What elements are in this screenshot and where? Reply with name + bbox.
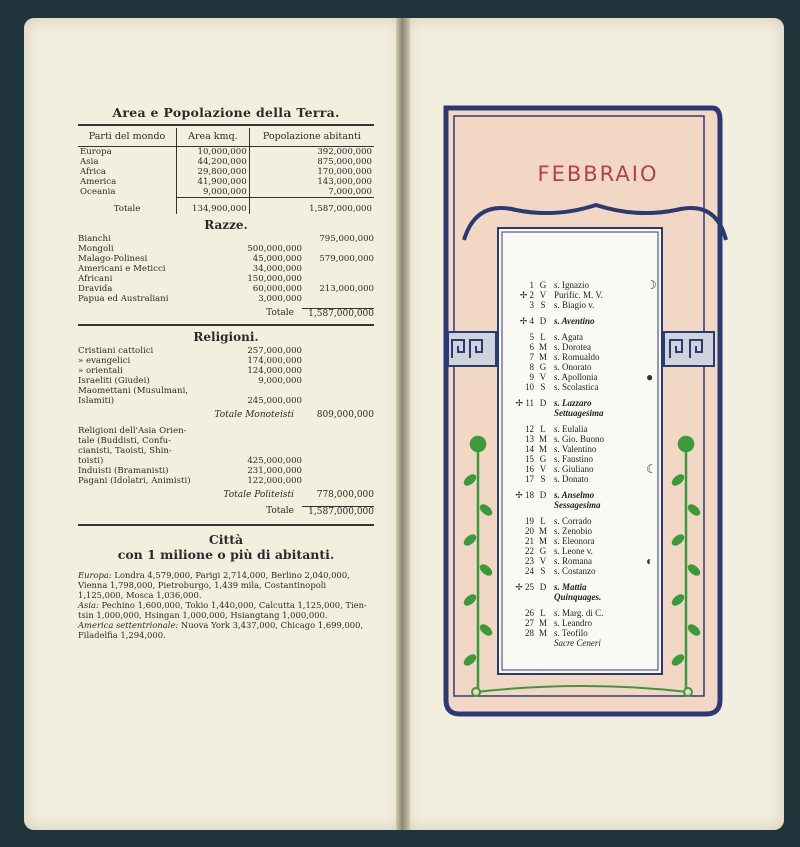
list-item: [78, 274, 374, 284]
item-total: [302, 476, 374, 486]
saint-name: s. Teofilo: [554, 628, 588, 638]
book-spine: [396, 18, 410, 830]
europa-text: Londra 4,579,000, Parigi 2,714,000, Berlino 2,040,000, Vienna 1,798,000, Pietroburgo, 1,439 mila, Costantinopoli 1,125,000, Mosca 1,036,000.: [78, 570, 350, 600]
weekday-letter: D: [539, 316, 547, 326]
moon-phase-icon: ☽: [646, 278, 657, 292]
list-item: [78, 446, 374, 456]
saint-name: s. Zenobio: [554, 526, 592, 536]
weekday-letter: L: [540, 332, 546, 342]
item-label: Pagani (Idolatri, Animisti): [78, 476, 191, 486]
list-item: [78, 244, 374, 254]
item-label: toisti): [78, 456, 104, 466]
col-parti: Parti del mondo: [78, 128, 177, 147]
day-row: [506, 382, 696, 392]
item-total: 213,000,000: [319, 284, 374, 294]
day-row: [506, 434, 696, 444]
saint-name: s. Valentino: [554, 444, 597, 454]
weekday-letter: L: [540, 516, 546, 526]
item-label: Israeliti (Giudei): [78, 376, 150, 386]
day-number: 28: [525, 628, 534, 638]
row-area: 29,800,000: [177, 167, 250, 177]
religioni-title: Religioni.: [193, 330, 259, 344]
list-item: [78, 366, 374, 376]
saint-name: s. Donato: [554, 474, 589, 484]
america-label: America settentrionale:: [78, 620, 179, 630]
day-row: [506, 332, 696, 342]
weekday-letter: L: [540, 424, 546, 434]
col-popolazione: Popolazione abitanti: [249, 128, 374, 147]
item-label: Malago-Polinesi: [78, 254, 148, 264]
day-row: [506, 628, 696, 648]
item-label: cianisti, Taoisti, Shin-: [78, 446, 172, 456]
item-total: [302, 264, 374, 274]
saint-name: s. Lazzaro: [554, 398, 592, 408]
table-row: [78, 177, 374, 187]
item-label: » orientali: [78, 366, 123, 376]
saint-name: s. Faustino: [554, 454, 594, 464]
item-total: [302, 294, 374, 304]
item-total: [302, 446, 374, 456]
saint-name: s. Dorotea: [554, 342, 591, 352]
row-area: 44,200,000: [177, 157, 250, 167]
item-partial: [238, 386, 302, 396]
weekday-letter: V: [539, 556, 547, 566]
day-list: [506, 280, 696, 648]
table-row: [78, 167, 374, 177]
list-item: [78, 386, 374, 396]
day-number: 27: [525, 618, 534, 628]
item-partial: 34,000,000: [252, 264, 302, 274]
item-label: Religioni dell'Asia Orien-: [78, 426, 187, 436]
day-row: [506, 316, 696, 326]
weekday-letter: D: [539, 398, 547, 408]
weekday-letter: G: [539, 546, 547, 556]
asia-text: Pechino 1,600,000, Tokio 1,440,000, Calcutta 1,125,000, Tien-tsin 1,000,000, Hsingan 1,000,000, Hsiangtang 1,000,000.: [78, 600, 367, 620]
month-title: FEBBRAIO: [537, 162, 659, 186]
weekday-letter: V: [539, 290, 547, 300]
item-total: [302, 466, 374, 476]
day-row: [506, 516, 696, 526]
razze-total: 1,587,000,000: [302, 308, 374, 320]
saint-name: s. Romualdo: [554, 352, 600, 362]
weekday-letter: D: [539, 490, 547, 500]
item-label: Africani: [78, 274, 113, 284]
area-total-label: Totale: [113, 203, 141, 214]
item-total: [302, 426, 374, 436]
weekday-letter: M: [538, 628, 547, 638]
row-popolazione: 143,000,000: [249, 177, 374, 187]
weekday-letter: S: [540, 300, 546, 310]
day-row: [506, 300, 696, 310]
weekday-letter: L: [540, 608, 546, 618]
weekday-letter: M: [538, 342, 547, 352]
row-parte: Africa: [80, 167, 107, 177]
item-label: Islamiti): [78, 396, 115, 406]
item-partial: 9,000,000: [258, 376, 302, 386]
day-number: 6: [529, 342, 534, 352]
citta-subtitle: con 1 milione o più di abitanti.: [117, 547, 335, 562]
item-partial: 60,000,000: [252, 284, 302, 294]
item-total: 795,000,000: [319, 234, 374, 244]
day-number: 12: [525, 424, 534, 434]
saint-name: s. Leandro: [554, 618, 592, 628]
list-item: [78, 456, 374, 466]
item-total: [302, 386, 374, 396]
row-popolazione: 170,000,000: [249, 167, 374, 177]
day-number: 19: [525, 516, 534, 526]
item-partial: 45,000,000: [252, 254, 302, 264]
row-popolazione: 7,000,000: [249, 187, 374, 198]
saint-name: s. Costanzo: [554, 566, 596, 576]
saint-name: s. Apollonia: [554, 372, 598, 382]
day-row: [506, 582, 696, 602]
list-item: [78, 376, 374, 386]
list-item: [78, 476, 374, 486]
item-label: Maomettani (Musulmani,: [78, 386, 189, 396]
weekday-letter: M: [538, 618, 547, 628]
weekday-letter: G: [539, 454, 547, 464]
day-row: [506, 526, 696, 536]
day-number: ✢ 25: [515, 582, 534, 592]
asia-label: Asia:: [78, 600, 99, 610]
item-partial: 122,000,000: [247, 476, 302, 486]
moon-phase-icon: ◐: [646, 554, 654, 568]
item-total: [302, 356, 374, 366]
saint-name: s. Onorato: [554, 362, 592, 372]
item-partial: 245,000,000: [247, 396, 302, 406]
meander-band-left: [448, 332, 496, 366]
day-row: [506, 454, 696, 464]
saint-name: s. Gio. Buono: [554, 434, 605, 444]
weekday-letter: M: [538, 352, 547, 362]
day-number: 10: [525, 382, 534, 392]
item-label: tale (Buddisti, Confu-: [78, 436, 172, 446]
day-number: 23: [525, 556, 534, 566]
weekday-letter: S: [540, 474, 546, 484]
day-number: ✢ 2: [519, 290, 534, 300]
europa-label: Europa:: [78, 570, 112, 580]
item-total: [302, 456, 374, 466]
weekday-letter: S: [540, 382, 546, 392]
saint-name: s. Scolastica: [554, 382, 599, 392]
day-row: [506, 352, 696, 362]
grand-total-label: Totale: [266, 506, 294, 516]
mono-total: 809,000,000: [316, 410, 374, 420]
day-number: ✢ 4: [519, 316, 534, 326]
day-row: [506, 608, 696, 618]
row-parte: Oceania: [80, 187, 116, 198]
day-row: [506, 398, 696, 418]
list-item: [78, 284, 374, 294]
day-number: 22: [525, 546, 534, 556]
saint-name: s. Eulalia: [554, 424, 588, 434]
item-total: [302, 346, 374, 356]
day-row: [506, 556, 696, 566]
day-number: 5: [529, 332, 534, 342]
saint-name: s. Marg. di C.: [554, 608, 604, 618]
day-number: 3: [529, 300, 534, 310]
day-row: [506, 280, 696, 290]
liturgical-note: Sacre Ceneri: [554, 638, 601, 648]
item-partial: 257,000,000: [247, 346, 302, 356]
row-parte: Europa: [80, 147, 112, 157]
item-total: [302, 396, 374, 406]
day-number: 8: [529, 362, 534, 372]
day-row: [506, 566, 696, 576]
saint-name: s. Aventino: [554, 316, 595, 326]
calendar-frame: [436, 100, 760, 746]
weekday-letter: G: [539, 362, 547, 372]
item-total: 579,000,000: [319, 254, 374, 264]
cities-text: [78, 570, 374, 640]
item-partial: [238, 446, 302, 456]
item-label: Mongoli: [78, 244, 114, 254]
table-row: [78, 147, 374, 158]
item-total: [302, 436, 374, 446]
weekday-letter: V: [539, 372, 547, 382]
weekday-letter: M: [538, 526, 547, 536]
item-label: Dravida: [78, 284, 113, 294]
item-partial: 500,000,000: [247, 244, 302, 254]
day-row: [506, 474, 696, 484]
day-number: 24: [525, 566, 534, 576]
row-area: 9,000,000: [177, 187, 250, 198]
item-label: Cristiani cattolici: [78, 346, 154, 356]
row-popolazione: 392,000,000: [249, 147, 374, 158]
razze-list: [78, 234, 374, 304]
day-number: 14: [525, 444, 534, 454]
table-row: [78, 187, 374, 198]
list-item: [78, 264, 374, 274]
saint-name: s. Leone v.: [554, 546, 593, 556]
day-row: [506, 372, 696, 382]
poli-total-label: Totale Politeisti: [223, 490, 294, 500]
day-row: [506, 424, 696, 434]
item-total: [302, 376, 374, 386]
item-partial: 124,000,000: [247, 366, 302, 376]
saint-name: s. Anselmo: [554, 490, 595, 500]
day-number: ✢ 18: [515, 490, 534, 500]
razze-total-label: Totale: [266, 308, 294, 318]
item-partial: 425,000,000: [247, 456, 302, 466]
area-total-pop: 1,587,000,000: [249, 198, 374, 215]
list-item: [78, 346, 374, 356]
day-number: 21: [525, 536, 534, 546]
america-text: Nuova York 3,437,000, Chicago 1,699,000, Filadelfia 1,294,000.: [78, 620, 364, 640]
day-row: [506, 490, 696, 510]
saint-name: s. Biagio v.: [554, 300, 595, 310]
moon-phase-icon: ☾: [646, 462, 657, 476]
day-row: [506, 536, 696, 546]
row-area: 41,900,000: [177, 177, 250, 187]
item-total: [302, 244, 374, 254]
item-total: [302, 274, 374, 284]
row-area: 10,000,000: [177, 147, 250, 158]
weekday-letter: D: [539, 582, 547, 592]
col-area: Area kmq.: [177, 128, 250, 147]
item-label: Americani e Meticci: [78, 264, 166, 274]
day-number: ✢ 11: [515, 398, 534, 408]
day-row: [506, 546, 696, 556]
saint-name: s. Giuliano: [554, 464, 594, 474]
list-item: [78, 436, 374, 446]
item-partial: [238, 436, 302, 446]
weekday-letter: G: [539, 280, 547, 290]
day-row: [506, 444, 696, 454]
weekday-letter: M: [538, 536, 547, 546]
liturgical-note: Sessagesima: [554, 500, 601, 510]
item-label: » evangelici: [78, 356, 131, 366]
row-parte: Asia: [80, 157, 99, 167]
grand-total: 1,587,000,000: [302, 506, 374, 518]
saint-name: s. Ignazio: [554, 280, 589, 290]
day-number: 26: [525, 608, 534, 618]
list-item: [78, 356, 374, 366]
day-number: 13: [525, 434, 534, 444]
list-item: [78, 426, 374, 436]
saint-name: Purific. M. V.: [554, 290, 603, 300]
list-item: [78, 466, 374, 476]
liturgical-note: Settuagesima: [554, 408, 604, 418]
area-table: [78, 128, 374, 214]
weekday-letter: M: [538, 434, 547, 444]
day-number: 16: [525, 464, 534, 474]
citta-title: Città: [208, 532, 244, 547]
list-item: [78, 294, 374, 304]
item-partial: 174,000,000: [247, 356, 302, 366]
day-number: 15: [525, 454, 534, 464]
list-item: [78, 254, 374, 264]
mono-total-label: Totale Monoteisti: [214, 410, 294, 420]
liturgical-note: Quinquages.: [554, 592, 602, 602]
item-total: [302, 366, 374, 376]
weekday-letter: S: [540, 566, 546, 576]
moon-phase-icon: ●: [646, 370, 654, 384]
day-row: [506, 342, 696, 352]
item-label: Papua ed Australiani: [78, 294, 169, 304]
saint-name: s. Romana: [554, 556, 592, 566]
item-label: Bianchi: [78, 234, 111, 244]
monoteisti-list: [78, 346, 374, 406]
saint-name: s. Corrado: [554, 516, 592, 526]
weekday-letter: M: [538, 444, 547, 454]
day-row: [506, 290, 696, 300]
day-number: 1: [529, 280, 534, 290]
day-row: [506, 618, 696, 628]
day-number: 20: [525, 526, 534, 536]
saint-name: s. Mattia: [554, 582, 587, 592]
day-row: [506, 464, 696, 474]
area-title: Area e Popolazione della Terra.: [112, 105, 340, 120]
area-total-area: 134,900,000: [177, 198, 250, 215]
table-row: [78, 157, 374, 167]
day-row: [506, 362, 696, 372]
item-label: Induisti (Bramanisti): [78, 466, 169, 476]
razze-title: Razze.: [204, 218, 248, 232]
day-number: 7: [529, 352, 534, 362]
day-number: 17: [525, 474, 534, 484]
saint-name: s. Agata: [554, 332, 583, 342]
item-partial: 3,000,000: [258, 294, 302, 304]
statistics-text: [78, 100, 374, 640]
list-item: [78, 396, 374, 406]
day-number: 9: [529, 372, 534, 382]
item-partial: [238, 234, 302, 244]
row-parte: America: [80, 177, 117, 187]
saint-name: s. Eleonora: [554, 536, 595, 546]
item-partial: 150,000,000: [247, 274, 302, 284]
poli-total: 778,000,000: [316, 490, 374, 500]
weekday-letter: V: [539, 464, 547, 474]
row-popolazione: 875,000,000: [249, 157, 374, 167]
politeisti-list: [78, 426, 374, 486]
item-partial: 231,000,000: [247, 466, 302, 476]
list-item: [78, 234, 374, 244]
item-partial: [238, 426, 302, 436]
